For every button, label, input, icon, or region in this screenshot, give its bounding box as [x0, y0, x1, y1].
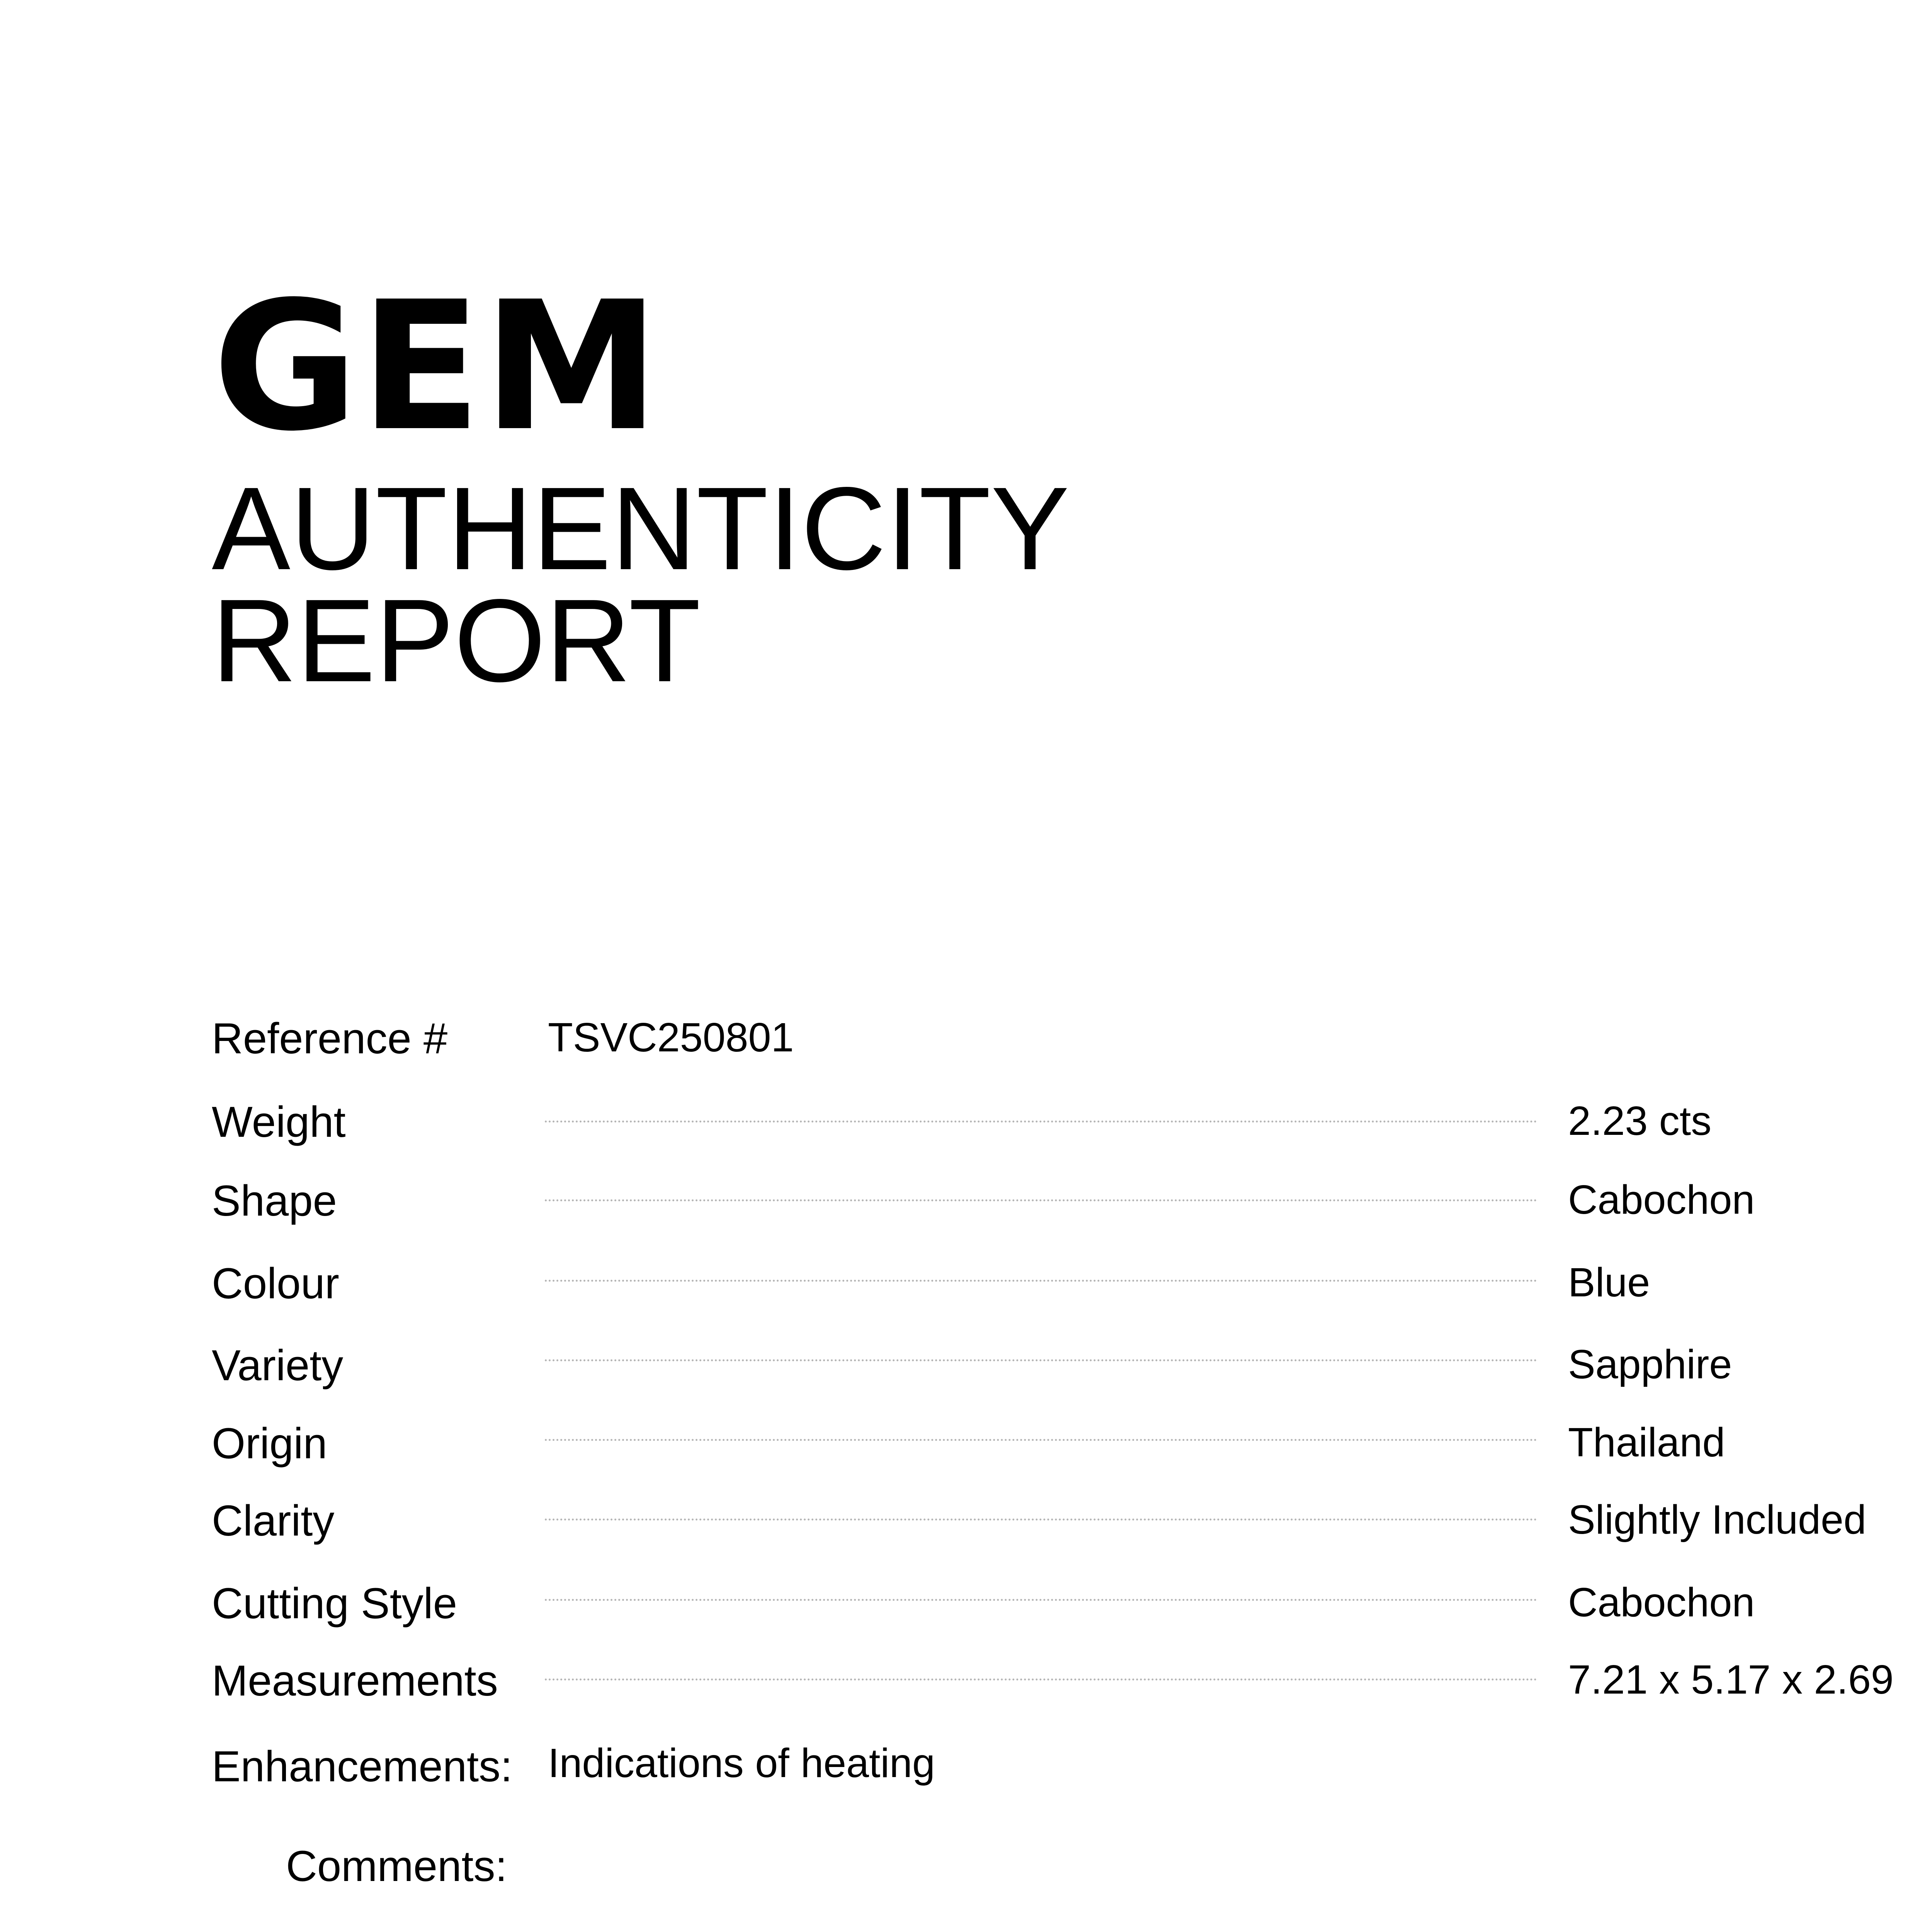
reference-label: Reference #: [212, 1014, 448, 1063]
comments-label: Comments:: [286, 1842, 507, 1890]
detail-label-variety: Variety: [212, 1341, 344, 1389]
detail-label-colour: Colour: [212, 1259, 339, 1308]
detail-value-shape: Cabochon: [1568, 1177, 1755, 1223]
detail-value-colour: Blue: [1568, 1260, 1650, 1305]
detail-value-weight: 2.23 cts: [1568, 1098, 1712, 1144]
leader-line: [545, 1679, 1537, 1680]
report-title: GEM: [213, 264, 662, 470]
detail-label-origin: Origin: [212, 1419, 327, 1468]
detail-label-clarity: Clarity: [212, 1497, 335, 1545]
detail-value-cutting-style: Cabochon: [1568, 1580, 1755, 1625]
detail-value-variety: Sapphire: [1568, 1342, 1732, 1387]
report-subtitle-line2: REPORT: [212, 575, 701, 706]
leader-line: [545, 1359, 1537, 1361]
detail-value-origin: Thailand: [1568, 1420, 1725, 1465]
detail-label-measurements: Measurements: [212, 1656, 498, 1705]
detail-label-weight: Weight: [212, 1098, 346, 1146]
enhancements-value: Indications of heating: [548, 1740, 935, 1786]
leader-line: [545, 1199, 1537, 1201]
leader-line: [545, 1599, 1537, 1601]
leader-line: [545, 1280, 1537, 1282]
detail-label-cutting-style: Cutting Style: [212, 1579, 457, 1628]
reference-value: TSVC250801: [548, 1015, 794, 1060]
report-subtitle-line1: AUTHENTICITY: [212, 463, 1070, 594]
detail-value-clarity: Slightly Included: [1568, 1497, 1866, 1543]
enhancements-label: Enhancements:: [212, 1742, 513, 1791]
leader-line: [545, 1121, 1537, 1122]
detail-label-shape: Shape: [212, 1177, 337, 1225]
detail-value-measurements: 7.21 x 5.17 x 2.69: [1568, 1657, 1894, 1702]
leader-line: [545, 1519, 1537, 1520]
leader-line: [545, 1439, 1537, 1441]
